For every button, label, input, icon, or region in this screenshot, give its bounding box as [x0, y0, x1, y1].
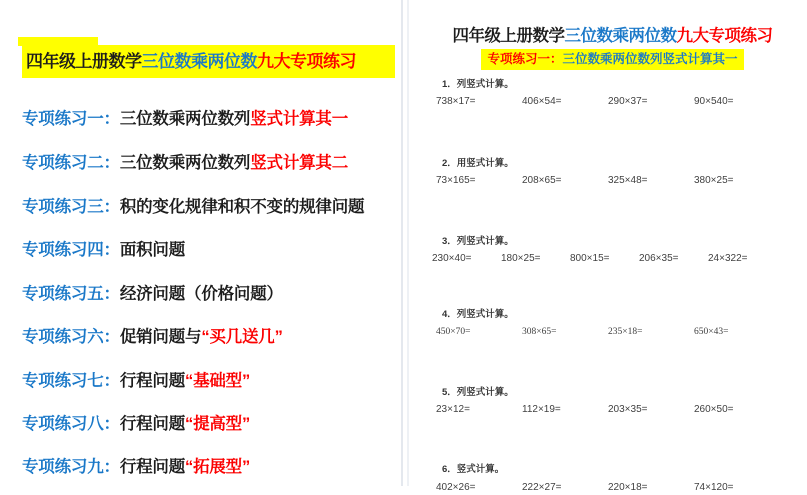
title-segment-red: 九大专项练习	[257, 52, 356, 71]
exercise-1-label: 1．列竖式计算。	[442, 79, 514, 90]
exercise-2-expressions	[436, 170, 780, 188]
item-label: 专项练习七：	[22, 372, 120, 390]
exercise-2-label: 2．用竖式计算。	[442, 158, 514, 169]
expression: 230×40=	[432, 253, 472, 264]
item-text: 三位数乘两位数列	[119, 110, 251, 128]
title-segment-black: 四年级上册数学	[26, 52, 142, 71]
expression: 23×12=	[436, 404, 470, 415]
item-label: 专项练习四：	[22, 241, 120, 259]
expression: 222×27=	[522, 482, 562, 493]
list-item-5	[22, 280, 283, 304]
exercise-5-expressions	[436, 399, 780, 417]
page-subtitle	[481, 49, 743, 70]
item-text: 积的变化规律和积不变的规律问题	[119, 198, 365, 216]
item-highlight: 竖式计算其一	[250, 110, 349, 128]
list-item-2	[22, 149, 348, 173]
title-segment-blue: 三位数乘两位数	[564, 27, 677, 45]
expression: 220×18=	[608, 482, 648, 493]
item-text: 经济问题（价格问题）	[119, 285, 283, 303]
exercise-5-label: 5．列竖式计算。	[442, 387, 514, 398]
item-highlight: “买几送几”	[201, 328, 283, 346]
expression: 308×65=	[522, 327, 557, 337]
list-item-1	[22, 105, 348, 129]
list-item-7	[22, 367, 250, 391]
list-item-9	[22, 453, 250, 477]
item-label: 专项练习六：	[22, 328, 120, 346]
item-label: 专项练习一：	[22, 110, 120, 128]
expression: 90×540=	[694, 96, 734, 107]
page-divider-shadow	[407, 0, 409, 486]
expression: 380×25=	[694, 175, 734, 186]
item-text: 行程问题	[119, 372, 186, 390]
exercise-3-expressions	[432, 248, 777, 266]
item-label: 专项练习八：	[22, 415, 120, 433]
exercise-3-label: 3．列竖式计算。	[442, 236, 514, 247]
expression: 800×15=	[570, 253, 610, 264]
page-right	[418, 0, 807, 493]
expression: 402×26=	[436, 482, 476, 493]
expression: 24×322=	[708, 253, 748, 264]
expression: 206×35=	[639, 253, 679, 264]
expression: 74×120=	[694, 482, 734, 493]
item-label: 专项练习三：	[22, 198, 120, 216]
exercise-4-expressions	[436, 321, 780, 339]
item-highlight: “拓展型”	[185, 458, 251, 476]
list-item-3	[22, 193, 364, 217]
item-highlight: “提高型”	[185, 415, 251, 433]
exercise-6-expressions	[436, 477, 780, 495]
expression: 208×65=	[522, 175, 562, 186]
expression: 738×17=	[436, 96, 476, 107]
title-segment-blue: 三位数乘两位数	[141, 52, 257, 71]
item-text: 三位数乘两位数列	[119, 154, 251, 172]
expression: 203×35=	[608, 404, 648, 415]
item-label: 专项练习二：	[22, 154, 120, 172]
expression: 406×54=	[522, 96, 562, 107]
exercise-1-expressions	[436, 91, 780, 109]
item-highlight: “基础型”	[185, 372, 251, 390]
expression: 650×43=	[694, 327, 729, 337]
item-label: 专项练习九：	[22, 458, 120, 476]
page-left	[0, 0, 400, 486]
subtitle-segment-red: 专项练习一：	[487, 52, 563, 66]
item-highlight: 竖式计算其二	[250, 154, 349, 172]
expression: 450×70=	[436, 327, 471, 337]
expression: 325×48=	[608, 175, 648, 186]
right-page-title	[418, 22, 807, 46]
expression: 180×25=	[501, 253, 541, 264]
expression: 112×19=	[522, 404, 561, 415]
subtitle-segment-blue: 三位数乘两位数列竖式计算其一	[562, 52, 738, 66]
item-text: 促销问题与	[119, 328, 202, 346]
expression: 235×18=	[608, 327, 643, 337]
left-page-title	[22, 45, 395, 78]
list-item-4	[22, 236, 185, 260]
exercise-4-label: 4．列竖式计算。	[442, 309, 514, 320]
list-item-6	[22, 323, 283, 347]
subtitle-row	[418, 49, 807, 70]
item-label: 专项练习五：	[22, 285, 120, 303]
expression: 290×37=	[608, 96, 648, 107]
title-segment-red: 九大专项练习	[676, 27, 773, 45]
list-item-8	[22, 410, 250, 434]
item-text: 行程问题	[119, 415, 186, 433]
expression: 73×165=	[436, 175, 476, 186]
item-text: 面积问题	[119, 241, 186, 259]
expression: 260×50=	[694, 404, 734, 415]
page-divider-line	[401, 0, 403, 486]
item-text: 行程问题	[119, 458, 186, 476]
exercise-6-label: 6．竖式计算。	[442, 464, 505, 475]
title-segment-black: 四年级上册数学	[452, 27, 565, 45]
